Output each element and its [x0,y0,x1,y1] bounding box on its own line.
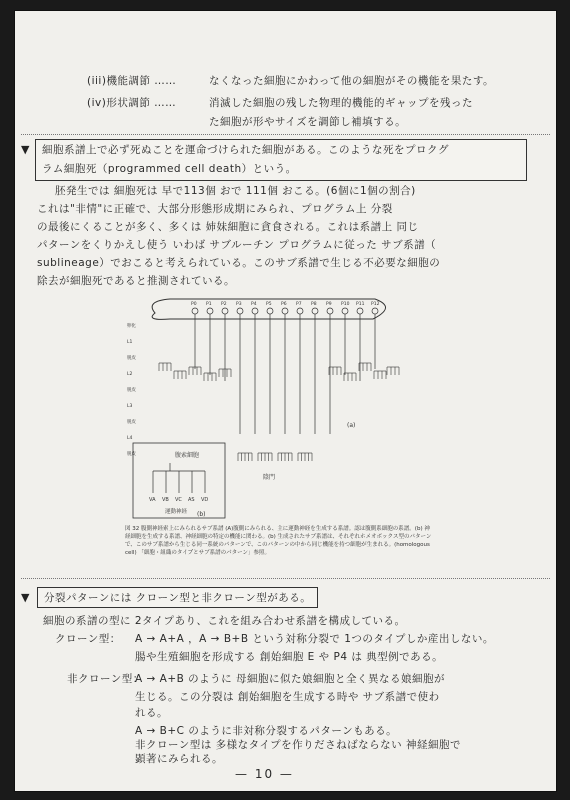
section1-para-line1: 胚発生では 細胞死は 早で113個 おで 111個 おこる。(6個に1個の割合) [55,185,416,197]
cell-node [207,308,213,314]
cell-label-p4: P4 [251,302,257,307]
cell-label-p11: P11 [356,302,365,307]
cell-node [252,308,258,314]
inset-leaf-vd: VD [201,497,209,503]
cell-node [312,308,318,314]
section1-para-line3: の最後にくることが多く、多くは 姉妹細胞に貪食される。これは系譜上 同じ [37,221,419,233]
section1-heading-box [35,139,527,181]
stage-label: L1 [127,340,133,345]
cell-label-p2: P2 [221,302,227,307]
stage-label: L3 [127,404,133,409]
nonclone-line6: 顕著にみられる。 [135,753,223,765]
cell-node [372,308,378,314]
section1-para-line5: sublineage）でおこると考えられている。このサブ系譜で生じる不必要な細胞の [37,257,441,269]
shape-adjust-text-cont: た細胞が形やサイズを調節し補填する。 [209,116,407,128]
panel-a-label: (a) [347,422,356,429]
cell-label-p9: P9 [326,302,332,307]
cell-node [222,308,228,314]
nonclone-line1: A → A+B のように 母細胞に似た娘細胞と全く異なる娘細胞が [135,673,446,685]
cell-label-p3: P3 [236,302,242,307]
cell-node [297,308,303,314]
panel-b-label: (b) [197,511,206,518]
cell-label-p0: P0 [191,302,197,307]
section2-line1: 細胞の系譜の型に 2タイプあり、これを組み合わせ系譜を構成している。 [43,615,406,627]
cell-node [342,308,348,314]
section-divider-2 [21,578,550,579]
inset-title: 腹索細胞 [175,452,200,459]
cell-node [237,308,243,314]
inset-leaf-vb: VB [162,497,169,503]
nonclone-line3: れる。 [135,707,168,719]
cell-node [357,308,363,314]
section-divider [21,134,550,135]
stage-label: 脱皮 [127,356,136,361]
section1-heading-line1: 細胞系譜上で必ず死ぬことを運命づけられた細胞がある。このような死をプロクグ [42,144,449,156]
lineage-diagram [125,293,435,523]
cell-label-p8: P8 [311,302,317,307]
nonclone-type-label: 非クローン型： [67,673,144,685]
clone-type-line1: A → A+A ，A → B+B という対称分裂で 1つのタイプしか産出しない。 [135,633,494,645]
cell-node [327,308,333,314]
shape-adjust-label: (iv)形状調節 …… [87,97,177,109]
stage-label: 脱皮 [127,420,136,425]
cell-label-p6: P6 [281,302,287,307]
nonclone-line4: A → B+C のように非対称分裂するパターンもある。 [135,725,398,737]
stage-label: 卵化 [127,324,136,329]
cell-label-p7: P7 [296,302,302,307]
document-page [14,10,557,792]
function-adjust-text: なくなった細胞にかわって他の細胞がその機能を果たす。 [209,75,495,87]
lineage-figure [125,293,435,561]
cell-label-p5: P5 [266,302,272,307]
cell-label-p12: P12 [371,302,380,307]
clone-type-label: クローン型： [55,633,121,645]
section1-para-line4: パターンをくりかえし使う いわば サブルーチン プログラムに従った サブ系譜（ [37,239,437,251]
nonclone-line5: 非クローン型は 多様なタイプを作りださねばならない 神経細胞で [135,739,461,751]
shape-adjust-text: 消滅した細胞の残した物理的機能的ギャップを残った [209,97,473,109]
figure-caption: 図 32 腹側神経索上にみられるサブ系譜 (A)腹側にみられる、主に運動神経を生成する系譜。認は腹側系細胞の系譜。(b) 神経細胞を生成する系譜、神経細胞の特定の機能に関わる。(b) 生成されたサブ系譜は、それぞれホメオボックス型のパターンで、このサブ系譜から生じる同一系統のパターンで、このパターンの中から同じ機能を持つ細胞が生まれる。(homologous cell) 「細胞・組織のタイプとサブ系譜のパターン」参照。 [125,526,432,556]
inset-bottom-label: 運動神経 [165,509,188,515]
function-adjust-label: (iii)機能調節 …… [87,75,177,87]
cell-label-p1: P1 [206,302,212,307]
stage-label: 脱皮 [127,388,136,393]
clone-type-line2: 腸や生殖細胞を形成する 創始細胞 E や P4 は 典型例である。 [135,651,444,663]
cell-label-p10: P10 [341,302,350,307]
section1-para-line2: これは"非情"に正確で、大部分形態形成期にみられ、プログラム上 分裂 [37,203,393,215]
section2-heading: 分裂パターンには クローン型と非クローン型がある。 [37,587,318,608]
section1-para-line6: 除去が細胞死であると推測されている。 [37,275,235,287]
vulva-label: 陰門 [263,474,276,481]
cell-node [267,308,273,314]
section-marker-icon: ▼ [21,143,30,156]
cell-node [282,308,288,314]
stage-label: 脱皮 [127,452,136,457]
inset-leaf-as: AS [188,497,195,503]
section1-heading-line2: ラム細胞死（programmed cell death）という。 [42,163,297,175]
page-number: — 10 — [235,767,294,781]
stage-label: L4 [127,436,133,441]
inset-leaf-vc: VC [175,497,182,503]
stage-label: L2 [127,372,133,377]
inset-leaf-va: VA [149,497,156,503]
cell-node [192,308,198,314]
nonclone-line2: 生じる。この分裂は 創始細胞を生成する時や サブ系譜で使わ [135,691,440,703]
section2-marker-icon: ▼ [21,591,30,604]
